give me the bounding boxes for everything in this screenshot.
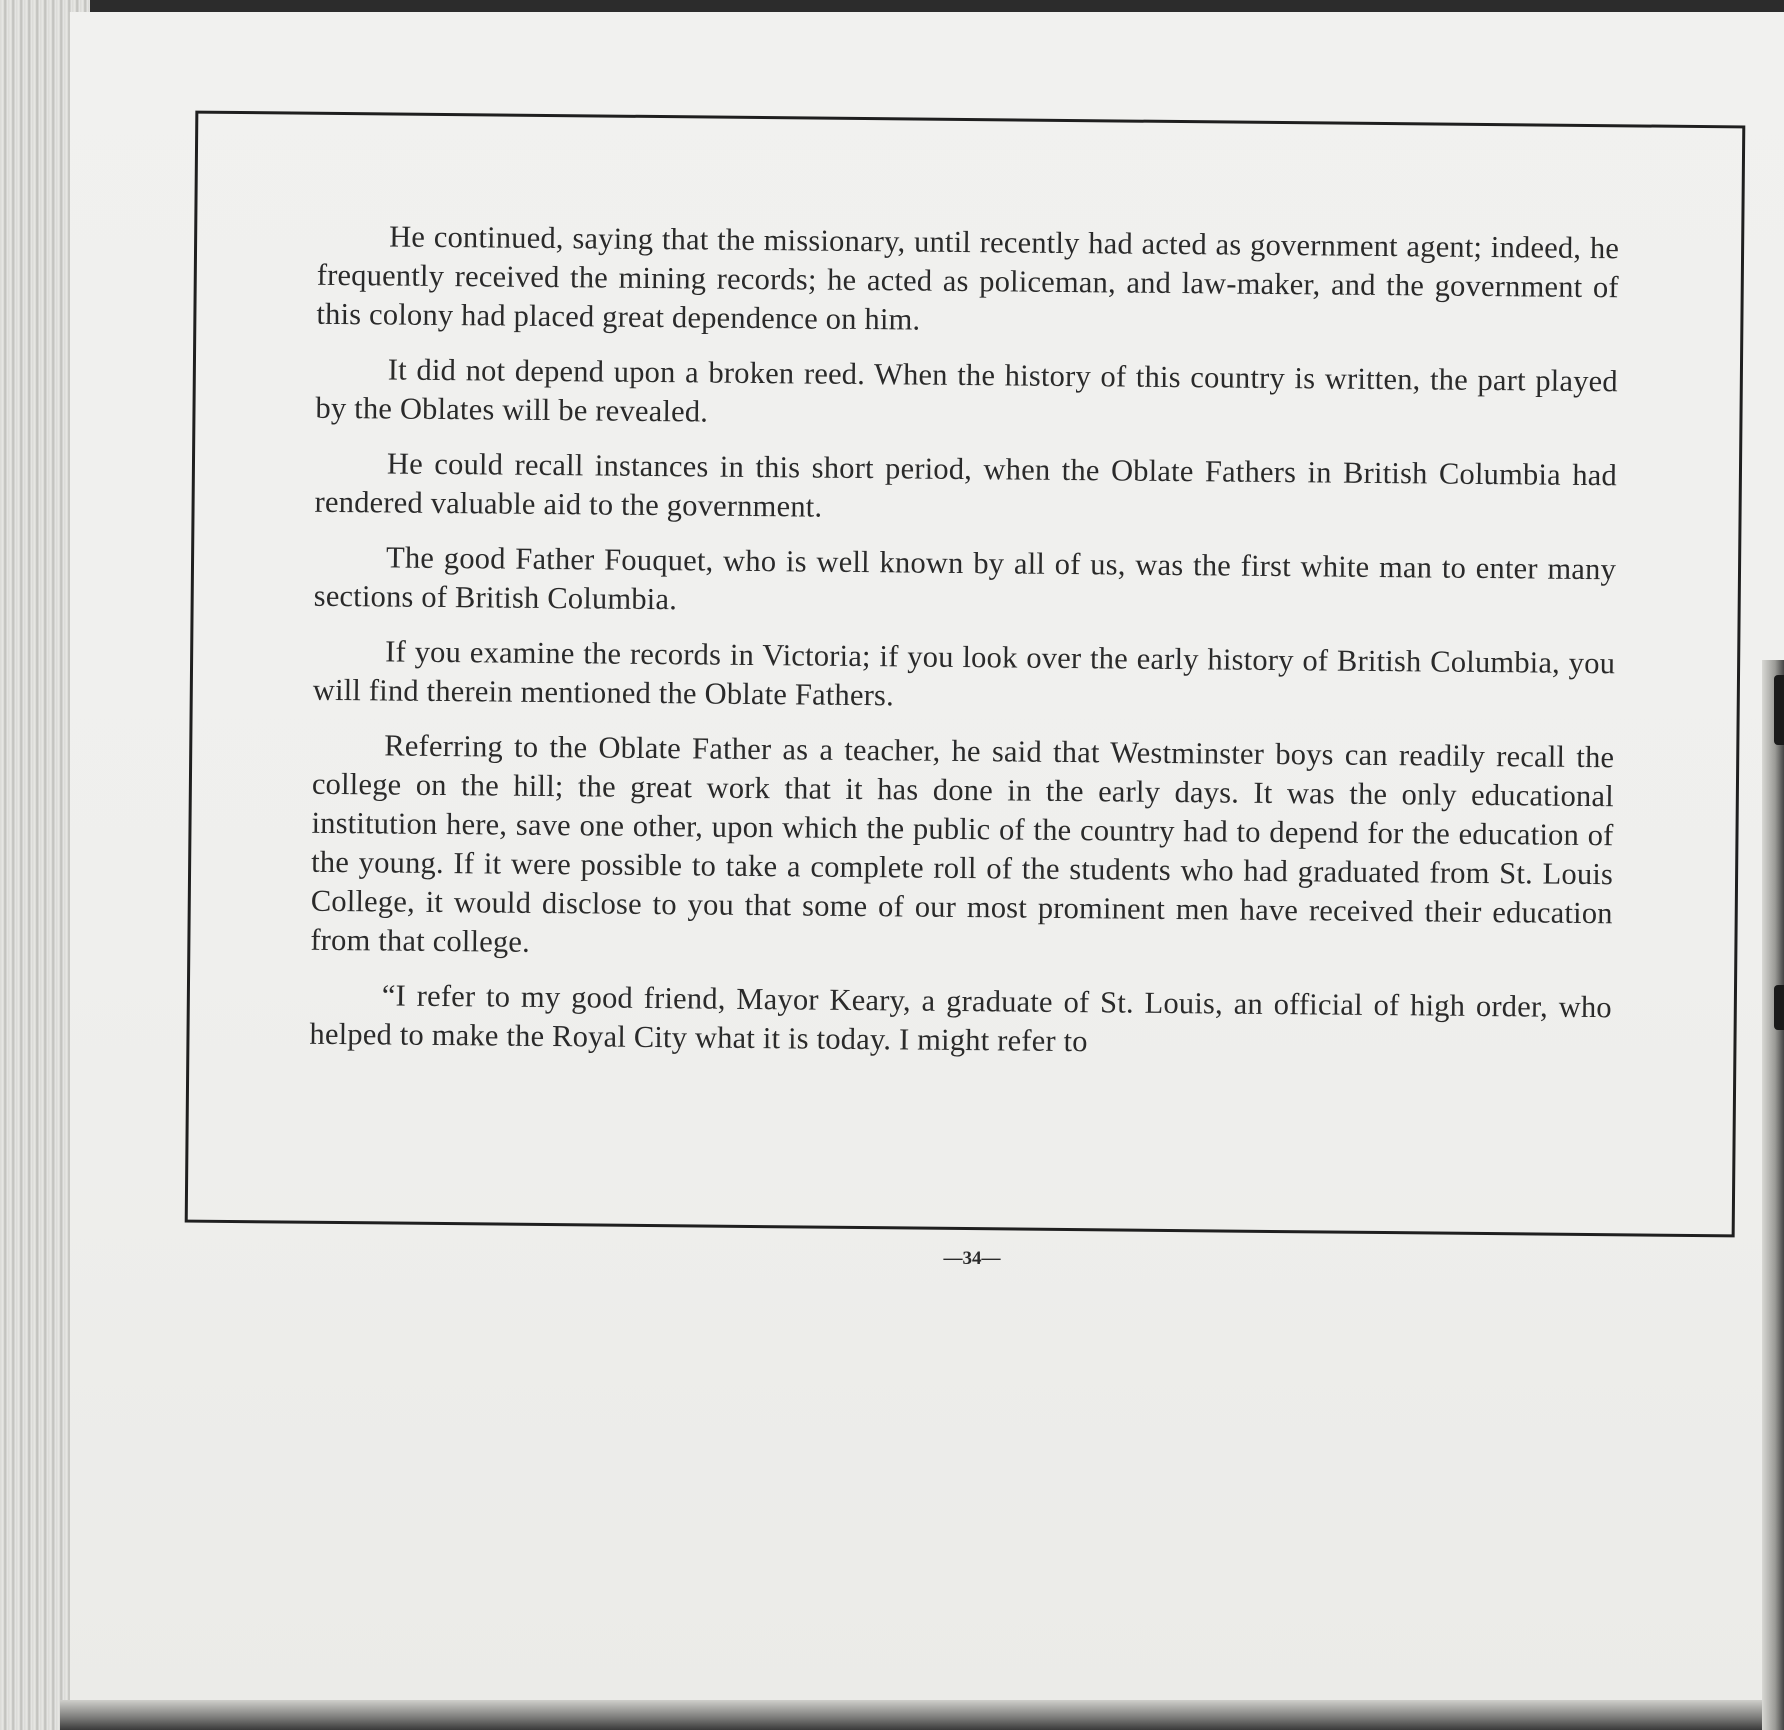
page-bottom-shadow	[60, 1700, 1784, 1730]
paragraph: He continued, saying that the missionary, until recently had acted as government agent; indeed, he frequently received the mining records; he acted as policeman, and law-maker, and the government of this colony had placed great dependence on him.	[316, 219, 1620, 337]
paragraph: “I refer to my good friend, Mayor Keary, a graduate of St. Louis, an official of high order, who helped to make the Royal City what it is today. I might refer to	[309, 978, 1612, 1059]
paragraph: It did not depend upon a broken reed. When the history of this country is written, the part played by the Oblates will be revealed.	[315, 352, 1619, 429]
binding-clip-mark	[1774, 985, 1784, 1030]
paragraph: If you examine the records in Victoria; if you look over the early history of British Columbia, you will find therein mentioned the Oblate Fathers.	[312, 634, 1616, 713]
paragraph: He could recall instances in this short period, when the Oblate Fathers in British Columbia had rendered valuable aid to the government.	[314, 446, 1618, 524]
binding-clip-mark	[1774, 675, 1784, 745]
right-page-edge	[1762, 660, 1784, 1730]
paragraph: Referring to the Oblate Father as a teacher, he said that Westminster boys can readily recall the college on the hill; the great work that it has done in the early days. It was the only educational institution here, save one other, upon which the public of the country had to depend for the education of the young. If it were possible to take a complete roll of the students who had graduated from St. Louis College, it would disclose to you that some of our most prominent men have received their education from that college.	[310, 728, 1615, 959]
page-number: —34—	[943, 1248, 1001, 1269]
body-text	[309, 217, 1619, 1082]
paragraph: The good Father Fouquet, who is well known by all of us, was the first white man to enter many sections of British Columbia.	[313, 540, 1617, 617]
text-frame-border	[185, 111, 1746, 1238]
